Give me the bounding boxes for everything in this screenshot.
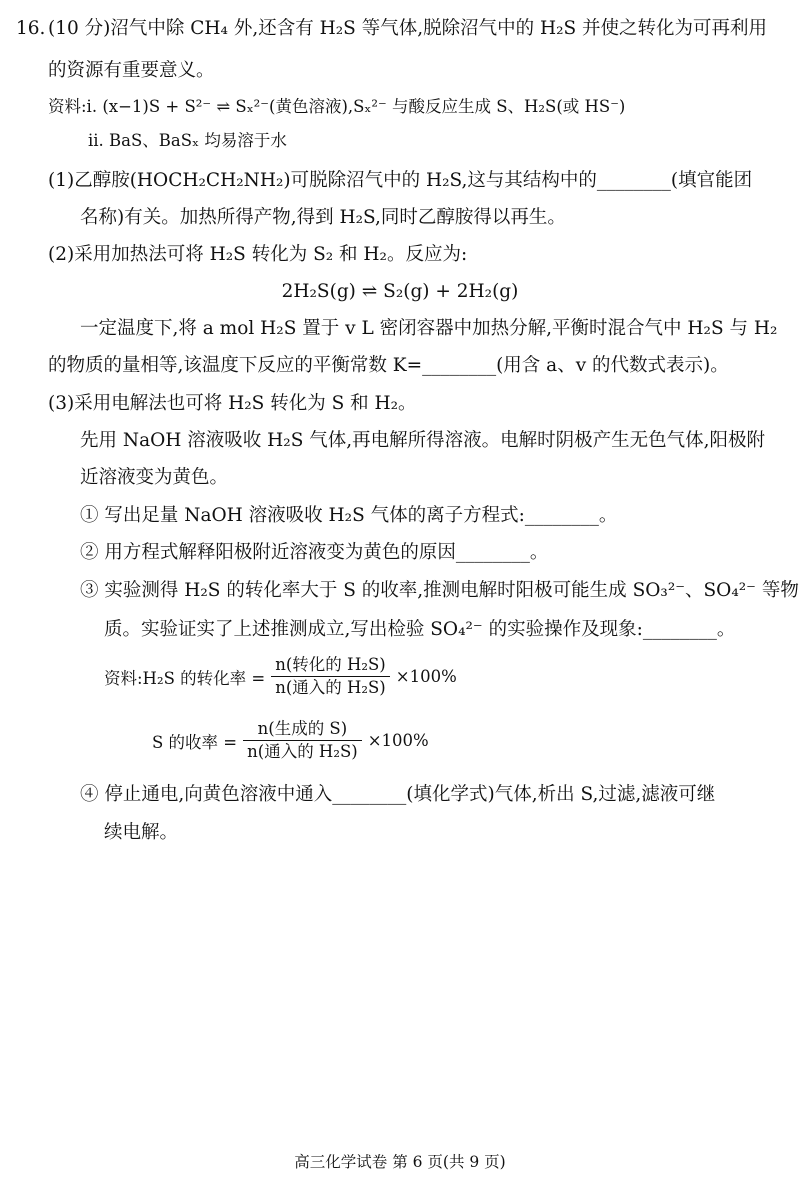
sulfur-yield-fraction xyxy=(243,718,362,763)
part3-sub-3-line-2: 质。实验证实了上述推测成立,写出检验 SO₄²⁻ 的实验操作及现象:________。 xyxy=(104,619,736,640)
question-number: 16. xyxy=(16,18,46,39)
conversion-rate-numerator: n(转化的 H₂S) xyxy=(275,655,386,674)
conversion-rate-formula xyxy=(104,654,457,699)
part2-equation: 2H₂S(g) ⇌ S₂(g) + 2H₂(g) xyxy=(281,281,519,302)
page-footer: 高三化学试卷 第 6 页(共 9 页) xyxy=(294,1153,506,1171)
sulfur-yield-label: S 的收率 = xyxy=(152,732,238,752)
part3-sub-3-line-1: ③ 实验测得 H₂S 的转化率大于 S 的收率,推测电解时阳极可能生成 SO₃²⁻、SO₄²⁻ 等物 xyxy=(80,580,799,601)
part3-sub-4-line-2: 续电解。 xyxy=(104,822,179,843)
part3-sub-4-line-1: ④ 停止通电,向黄色溶液中通入________(填化学式)气体,析出 S,过滤,滤液可继 xyxy=(80,784,716,805)
sulfur-yield-denominator: n(通入的 H₂S) xyxy=(247,742,358,761)
conversion-rate-label: 资料:H₂S 的转化率 = xyxy=(104,668,266,688)
part3-line-2: 先用 NaOH 溶液吸收 H₂S 气体,再电解所得溶液。电解时阴极产生无色气体,阳极附 xyxy=(80,430,766,451)
sulfur-yield-tail: ×100% xyxy=(367,731,429,750)
part2-line-1: (2)采用加热法可将 H₂S 转化为 S₂ 和 H₂。反应为: xyxy=(48,244,468,265)
part2-line-2: 一定温度下,将 a mol H₂S 置于 v L 密闭容器中加热分解,平衡时混合气中 H₂S 与 H₂ xyxy=(80,318,778,339)
part3-line-1: (3)采用电解法也可将 H₂S 转化为 S 和 H₂。 xyxy=(48,393,417,414)
info-ii: ⅱ. BaS、BaSₓ 均易溶于水 xyxy=(88,131,287,150)
sulfur-yield-numerator: n(生成的 S) xyxy=(257,719,348,738)
part1-line-1: (1)乙醇胺(HOCH₂CH₂NH₂)可脱除沼气中的 H₂S,这与其结构中的________(填官能团 xyxy=(48,170,753,191)
part3-sub-1: ① 写出足量 NaOH 溶液吸收 H₂S 气体的离子方程式:________。 xyxy=(80,505,618,526)
conversion-rate-denominator: n(通入的 H₂S) xyxy=(275,678,386,697)
intro-line-2: 的资源有重要意义。 xyxy=(48,60,215,81)
info-i: 资料:ⅰ. (x−1)S + S²⁻ ⇌ Sₓ²⁻(黄色溶液),Sₓ²⁻ 与酸反应生成 S、H₂S(或 HS⁻) xyxy=(48,97,626,116)
part2-line-3: 的物质的量相等,该温度下反应的平衡常数 K=________(用含 a、v 的代数式表示)。 xyxy=(48,355,729,376)
part3-sub-2: ② 用方程式解释阳极附近溶液变为黄色的原因________。 xyxy=(80,542,549,563)
conversion-rate-fraction xyxy=(271,654,390,699)
conversion-rate-tail: ×100% xyxy=(395,667,457,686)
intro-line-1: (10 分)沼气中除 CH₄ 外,还含有 H₂S 等气体,脱除沼气中的 H₂S 并使之转化为可再利用 xyxy=(48,18,768,39)
part3-line-3: 近溶液变为黄色。 xyxy=(80,467,229,488)
sulfur-yield-formula xyxy=(152,718,429,763)
part1-line-2: 名称)有关。加热所得产物,得到 H₂S,同时乙醇胺得以再生。 xyxy=(80,207,566,228)
